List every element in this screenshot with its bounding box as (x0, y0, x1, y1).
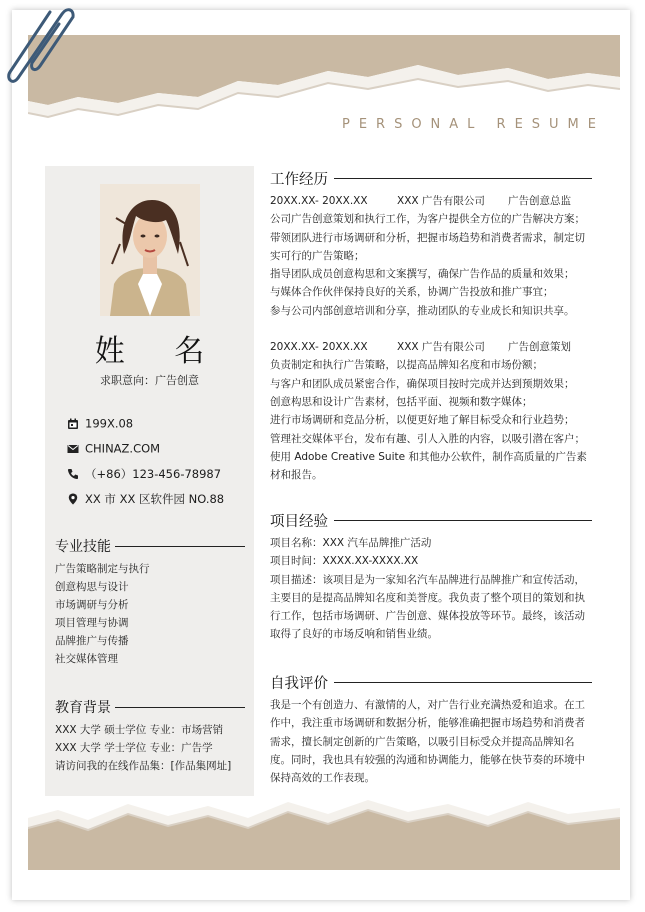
job-header (270, 338, 592, 356)
title-divider (334, 178, 592, 179)
job-duty: 带领团队进行市场调研和分析，把握市场趋势和消费者需求，制定切实可行的广告策略； (270, 231, 585, 262)
profile-photo (100, 184, 200, 316)
job-duty: 管理社交媒体平台，发布有趣、引人入胜的内容，以吸引潜在客户； (270, 432, 585, 445)
title-divider (334, 682, 592, 683)
resume-header-title: PERSONAL RESUME (341, 117, 605, 132)
job-period: 20XX.XX- 20XX.XX (270, 341, 368, 354)
title-divider (115, 707, 245, 708)
education-item: XXX 大学 硕士学位 专业：市场营销 (55, 724, 224, 736)
skill-item: 社交媒体管理 (55, 653, 118, 665)
skill-item: 市场调研与分析 (55, 599, 129, 611)
contact-birthdate: 199X.08 (67, 416, 133, 431)
profile-name: 姓 名 (94, 334, 225, 369)
calendar-icon (67, 418, 79, 430)
torn-paper-header-decoration (28, 35, 620, 130)
job-duty: 与客户和团队成员紧密合作，确保项目按时完成并达到预期效果； (270, 377, 575, 390)
job-duty: 与媒体合作伙伴保持良好的关系，协调广告投放和推广事宜； (270, 286, 554, 299)
project-description: 项目描述：该项目是为一家知名汽车品牌进行品牌推广和宣传活动，主要目的是提高品牌知名度和美誉度。我负责了整个项目的策划和执行工作，包括市场调研、广告创意、媒体投放等环节。最终，该活动取得了良好的市场反响和销售业绩。 (270, 573, 585, 641)
phone-icon (67, 468, 79, 480)
job-header (270, 192, 592, 210)
location-pin-icon (67, 493, 79, 505)
project-time: 项目时间：XXXX.XX-XXXX.XX (270, 555, 419, 568)
self-evaluation-text: 我是一个有创造力、有激情的人，对广告行业充满热爱和追求。在工作中，我注重市场调研和数据分析，能够准确把握市场趋势和消费者需求，擅长制定创新的广告策略，以吸引目标受众并提高品牌知名度。同时，我也具有较强的沟通和协调能力，能够在快节奏的环境中保持高效的工作表现。 (270, 699, 585, 785)
job-company: XXX 广告有限公司 (397, 341, 485, 354)
skill-item: 广告策略制定与执行 (55, 563, 150, 575)
job-intent: 求职意向：广告创意 (100, 374, 199, 387)
title-divider (115, 546, 245, 547)
job-duty: 公司广告创意策划和执行工作，为客户提供全方位的广告解决方案； (270, 213, 585, 226)
paperclip-icon (4, 0, 79, 90)
self-evaluation-title: 自我评价 (270, 672, 592, 693)
education-list (55, 721, 245, 775)
contact-address: XX 市 XX 区软件园 NO.88 (67, 491, 224, 507)
education-section (55, 697, 245, 775)
skill-item: 项目管理与协调 (55, 617, 129, 629)
work-section (270, 168, 592, 484)
project-name: 项目名称：XXX 汽车品牌推广活动 (270, 537, 432, 549)
title-divider (334, 520, 592, 521)
contact-email: CHINAZ.COM (67, 441, 160, 456)
education-title: 教育背景 (55, 697, 245, 717)
job-period: 20XX.XX- 20XX.XX (270, 195, 368, 207)
job-company: XXX 广告有限公司 (397, 195, 485, 207)
work-title: 工作经历 (270, 168, 592, 189)
project-section (270, 510, 592, 644)
profile-sidebar (45, 166, 254, 796)
skills-section (55, 536, 245, 668)
education-item: XXX 大学 学士学位 专业：广告学 (55, 742, 213, 754)
job-position: 广告创意总监 (508, 195, 571, 207)
job-duty: 指导团队成员创意构思和文案撰写，确保广告作品的质量和效果； (270, 268, 575, 281)
skill-item: 创意构思与设计 (55, 581, 129, 593)
job-duty: 使用 Adobe Creative Suite 和其他办公软件，制作高质量的广告素材和报告。 (270, 450, 587, 482)
job-position: 广告创意策划 (508, 341, 571, 354)
mail-icon (67, 443, 79, 455)
skills-list (55, 560, 245, 668)
project-title: 项目经验 (270, 510, 592, 531)
torn-paper-footer-decoration (28, 800, 620, 870)
job-duty: 参与公司内部创意培训和分享，推动团队的专业成长和知识共享。 (270, 304, 575, 317)
contact-phone: （+86）123-456-78987 (67, 466, 221, 482)
job-duty: 进行市场调研和竞品分析，以便更好地了解目标受众和行业趋势； (270, 414, 575, 427)
job-duty: 负责制定和执行广告策略，以提高品牌知名度和市场份额； (270, 359, 543, 372)
portfolio-link[interactable]: 请访问我的在线作品集：[作品集网址] (55, 760, 232, 772)
self-evaluation-section (270, 672, 592, 787)
skill-item: 品牌推广与传播 (55, 635, 129, 647)
job-duty: 创意构思和设计广告素材，包括平面、视频和数字媒体； (270, 395, 533, 408)
skills-title: 专业技能 (55, 536, 245, 556)
